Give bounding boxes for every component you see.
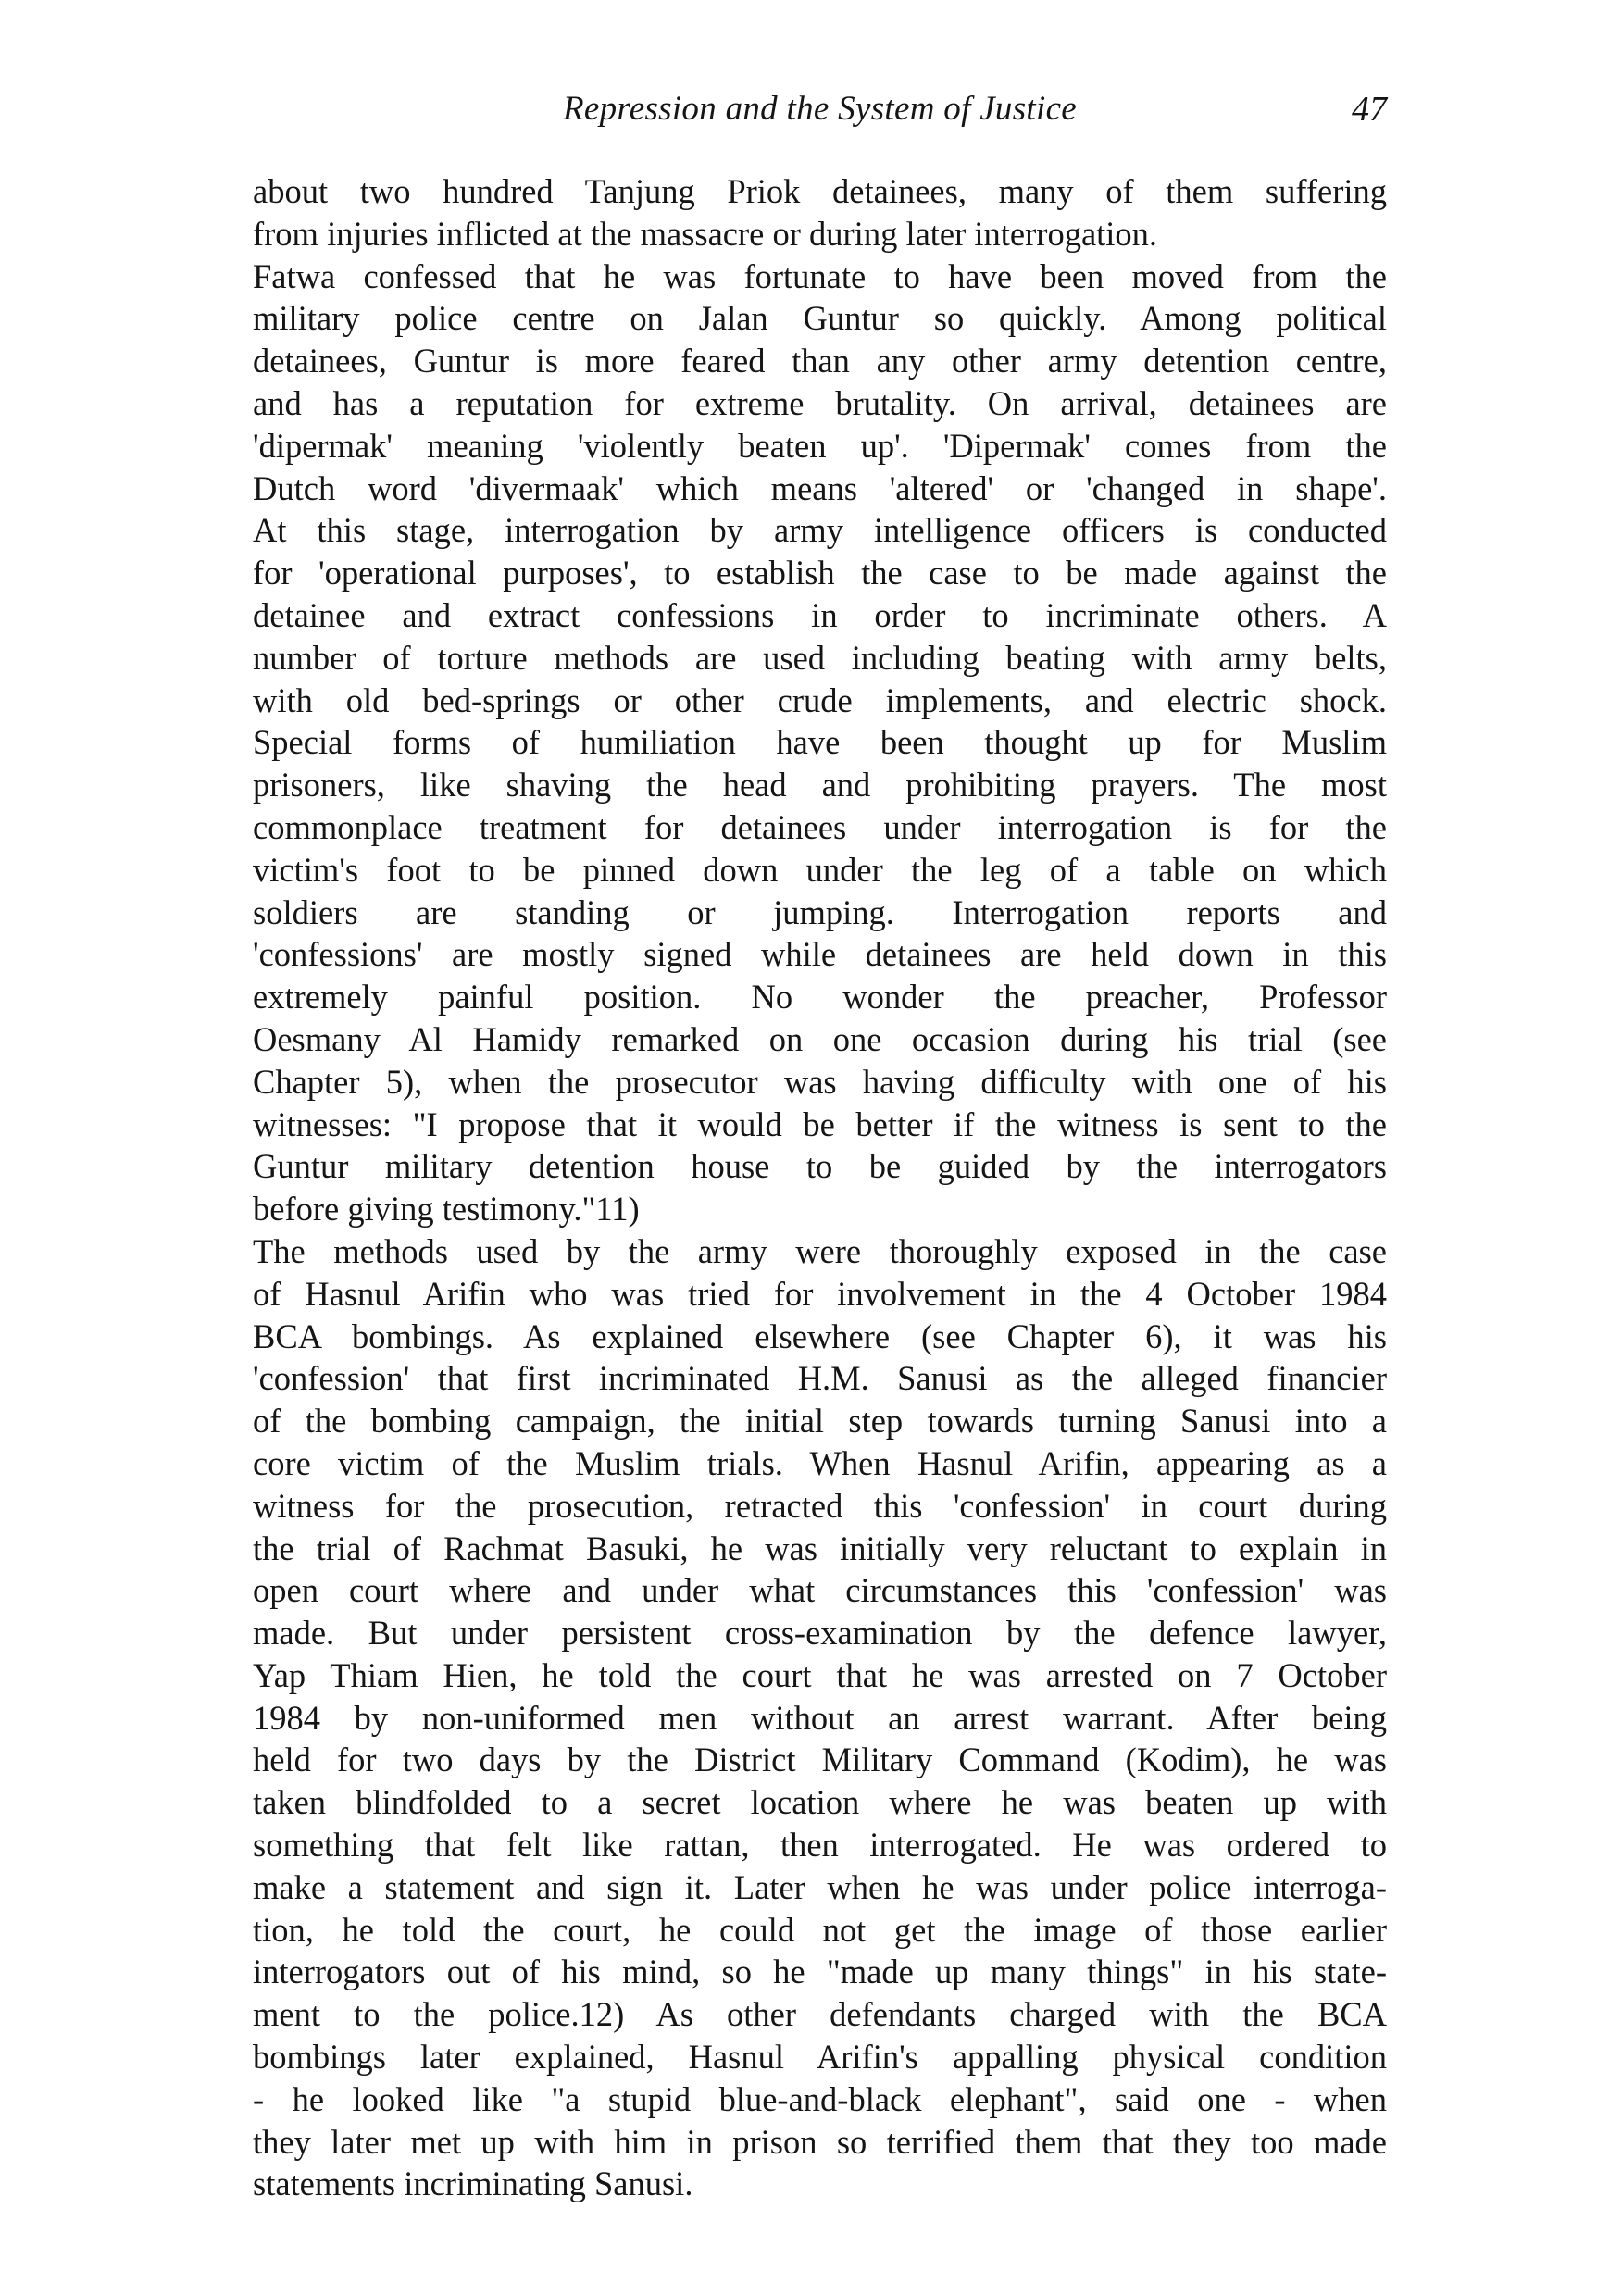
text-line: At this stage, interrogation by army intelligence officers is conducted	[253, 511, 1387, 550]
text-line: Chapter 5), when the prosecutor was having difficulty with one of his	[253, 1062, 1387, 1101]
page-header	[253, 81, 1387, 137]
text-line: prisoners, like shaving the head and prohibiting prayers. The most	[253, 766, 1387, 805]
text-line: 1984 by non-uniformed men without an arrest warrant. After being	[253, 1698, 1387, 1737]
text-line: taken blindfolded to a secret location where he was beaten up with	[253, 1783, 1387, 1822]
text-line: soldiers are standing or jumping. Interrogation reports and	[253, 892, 1387, 931]
text-line: 'confession' that first incriminated H.M. Sanusi as the alleged financier	[253, 1359, 1387, 1398]
text-line: detainees, Guntur is more feared than any other army detention centre,	[253, 342, 1387, 381]
text-line: Fatwa confessed that he was fortunate to have been moved from the	[253, 256, 1387, 295]
text-line: witness for the prosecution, retracted this 'confession' in court during	[253, 1486, 1387, 1525]
text-line: open court where and under what circumstances this 'confession' was	[253, 1571, 1387, 1610]
text-line: and has a reputation for extreme brutality. On arrival, detainees are	[253, 383, 1387, 422]
text-line: before giving testimony."11)	[253, 1190, 640, 1229]
running-head: Repression and the System of Justice	[562, 90, 1078, 128]
text-line: tion, he told the court, he could not get the image of those earlier	[253, 1910, 1387, 1949]
text-line: with old bed-springs or other crude implements, and electric shock.	[253, 680, 1387, 719]
text-line: ment to the police.12) As other defendants charged with the BCA	[253, 1995, 1387, 2034]
text-line: of the bombing campaign, the initial step towards turning Sanusi into a	[253, 1402, 1387, 1441]
text-line: military police centre on Jalan Guntur so quickly. Among political	[253, 299, 1387, 338]
text-line: for 'operational purposes', to establish the case to be made against the	[253, 554, 1387, 593]
text-line: BCA bombings. As explained elsewhere (see Chapter 6), it was his	[253, 1316, 1387, 1355]
text-line: statements incriminating Sanusi.	[253, 2165, 693, 2203]
text-line: held for two days by the District Military Command (Kodim), he was	[253, 1741, 1387, 1779]
text-line: detainee and extract confessions in order to incriminate others. A	[253, 595, 1387, 634]
text-line: commonplace treatment for detainees under interrogation is for the	[253, 807, 1387, 846]
page-number: 47	[1352, 90, 1387, 129]
text-line: of Hasnul Arifin who was tried for involvement in the 4 October 1984	[253, 1274, 1387, 1313]
text-line: Oesmany Al Hamidy remarked on one occasion during his trial (see	[253, 1019, 1387, 1058]
text-line: core victim of the Muslim trials. When Hasnul Arifin, appearing as a	[253, 1443, 1387, 1482]
text-line: Yap Thiam Hien, he told the court that he was arrested on 7 October	[253, 1655, 1387, 1694]
text-line: Guntur military detention house to be guided by the interrogators	[253, 1147, 1387, 1186]
text-line: they later met up with him in prison so terrified them that they too made	[253, 2122, 1387, 2161]
body-text	[253, 170, 1387, 2205]
text-line: something that felt like rattan, then interrogated. He was ordered to	[253, 1826, 1387, 1865]
text-line: witnesses: "I propose that it would be better if the witness is sent to the	[253, 1104, 1387, 1143]
text-line: from injuries inflicted at the massacre or during later interrogation.	[253, 214, 1158, 253]
text-line: the trial of Rachmat Basuki, he was initially very reluctant to explain in	[253, 1529, 1387, 1567]
text-line: interrogators out of his mind, so he "made up many things" in his state-	[253, 1953, 1387, 1991]
text-line: - he looked like "a stupid blue-and-black elephant", said one - when	[253, 2079, 1387, 2118]
text-line: extremely painful position. No wonder the preacher, Professor	[253, 978, 1387, 1017]
text-line: make a statement and sign it. Later when he was under police interroga-	[253, 1867, 1387, 1906]
text-line: bombings later explained, Hasnul Arifin's appalling physical condition	[253, 2038, 1387, 2077]
text-line: 'confessions' are mostly signed while detainees are held down in this	[253, 935, 1387, 974]
text-line: made. But under persistent cross-examination by the defence lawyer,	[253, 1614, 1387, 1653]
text-line: number of torture methods are used including beating with army belts,	[253, 638, 1387, 677]
text-line: about two hundred Tanjung Priok detainees, many of them suffering	[253, 172, 1387, 210]
text-line: Dutch word 'divermaak' which means 'altered' or 'changed in shape'.	[253, 468, 1387, 507]
text-line: Special forms of humiliation have been thought up for Muslim	[253, 723, 1387, 762]
text-line: 'dipermak' meaning 'violently beaten up'. 'Dipermak' comes from the	[253, 426, 1387, 465]
text-line: The methods used by the army were thoroughly exposed in the case	[253, 1231, 1387, 1270]
text-line: victim's foot to be pinned down under the leg of a table on which	[253, 850, 1387, 889]
